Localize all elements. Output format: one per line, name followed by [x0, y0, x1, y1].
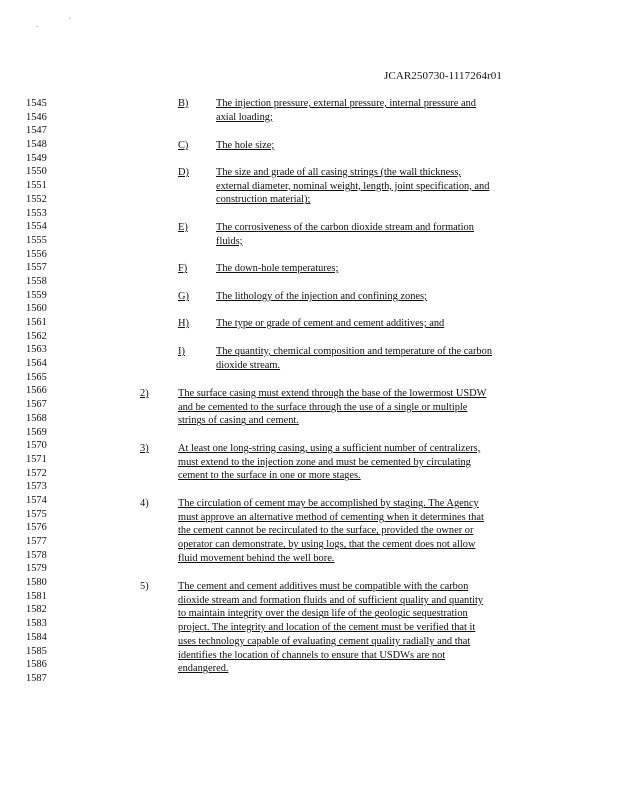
line-number: 1569 — [26, 426, 47, 438]
line-number: 1583 — [26, 618, 47, 630]
item-label: 2) — [140, 388, 149, 399]
line-number: 1573 — [26, 481, 47, 493]
item-label: D) — [178, 167, 189, 178]
line-number: 1566 — [26, 385, 47, 397]
line-number: 1567 — [26, 399, 47, 411]
item-label: 5) — [140, 581, 149, 592]
line-number: 1575 — [26, 508, 47, 520]
line-number: 1585 — [26, 645, 47, 657]
line-number: 1574 — [26, 494, 47, 506]
line-number: 1546 — [26, 111, 47, 123]
line-number: 1549 — [26, 152, 47, 164]
line-number: 1568 — [26, 412, 47, 424]
line-number: 1552 — [26, 193, 47, 205]
line-number: 1547 — [26, 125, 47, 137]
item-line: and be cemented to the surface through the use of a single or multiple — [178, 401, 468, 413]
item-label: 4) — [140, 498, 149, 509]
item-line: operator can demonstrate, by using logs, that the cement does not allow — [178, 539, 476, 551]
item-line: fluid movement behind the well bore. — [178, 552, 335, 564]
line-number: 1581 — [26, 590, 47, 602]
item-line: The down-hole temperatures; — [216, 263, 339, 274]
item-line: fluids; — [216, 235, 243, 247]
item-line: construction material); — [216, 194, 311, 206]
line-number: 1559 — [26, 289, 47, 301]
item-label: G) — [178, 291, 189, 302]
line-number: 1586 — [26, 659, 47, 671]
line-number: 1553 — [26, 207, 47, 219]
line-number: 1584 — [26, 631, 47, 643]
item-line: The hole size; — [216, 140, 275, 151]
item-line: The circulation of cement may be accomplished by staging. The Agency — [178, 498, 479, 509]
item-text — [216, 345, 521, 372]
item-line: strings of casing and cement. — [178, 415, 299, 427]
item-line: The lithology of the injection and confining zones; — [216, 291, 427, 302]
item-line: external diameter, nominal weight, length, joint specification, and — [216, 180, 490, 192]
line-number: 1545 — [26, 98, 47, 109]
item-line: cement to the surface in one or more stages. — [178, 470, 361, 482]
line-number: 1565 — [26, 371, 47, 383]
item-line: The size and grade of all casing strings (the wall thickness, — [216, 167, 461, 178]
item-label: E) — [178, 222, 188, 233]
item-line: identifies the location of channels to ensure that USDWs are not — [178, 649, 446, 661]
item-line: The quantity, chemical composition and temperature of the carbon — [216, 346, 493, 357]
line-number: 1562 — [26, 330, 47, 342]
line-number: 1578 — [26, 549, 47, 561]
line-number: 1557 — [26, 262, 47, 274]
item-line: The injection pressure, external pressure, internal pressure and — [216, 98, 476, 109]
item-label: H) — [178, 318, 189, 329]
line-number: 1576 — [26, 522, 47, 534]
item-text — [178, 497, 540, 566]
item-line: project. The integrity and location of the cement must be verified that it — [178, 622, 476, 634]
item-text — [178, 442, 540, 483]
item-line: axial loading; — [216, 111, 273, 123]
line-number: 1564 — [26, 358, 47, 370]
item-line: must approve an alternative method of cementing when it determines that — [178, 511, 484, 523]
line-number: 1572 — [26, 467, 47, 479]
item-line: At least one long-string casing, using a sufficient number of centralizers, — [178, 443, 481, 454]
scan-mark: . — [36, 20, 38, 29]
item-label: C) — [178, 140, 189, 151]
line-number: 1558 — [26, 275, 47, 287]
item-line: must extend to the injection zone and must be cemented by circulating — [178, 456, 471, 468]
line-number: 1550 — [26, 166, 47, 178]
item-line: to maintain integrity over the design life of the geologic sequestration — [178, 608, 468, 620]
line-number: 1577 — [26, 536, 47, 547]
item-line: The cement and cement additives must be compatible with the carbon — [178, 581, 469, 592]
line-number: 1587 — [26, 672, 47, 684]
item-text — [216, 290, 521, 304]
item-text — [216, 317, 521, 331]
line-number: 1561 — [26, 317, 47, 328]
item-line: dioxide stream and formation fluids and of sufficient quality and quantity — [178, 594, 484, 606]
line-number: 1580 — [26, 577, 47, 589]
item-line: The type or grade of cement and cement additives; and — [216, 318, 445, 329]
line-number: 1563 — [26, 344, 47, 356]
line-number-column — [26, 97, 56, 686]
item-label: F) — [178, 263, 188, 274]
item-label: B) — [178, 98, 189, 109]
line-number: 1556 — [26, 248, 47, 260]
document-id: JCAR250730-1117264r01 — [384, 70, 503, 82]
item-line: The surface casing must extend through the base of the lowermost USDW — [178, 388, 487, 399]
item-label: 3) — [140, 443, 149, 454]
line-number: 1579 — [26, 563, 47, 575]
line-number: 1548 — [26, 139, 47, 151]
item-line: endangered. — [178, 663, 229, 675]
item-line: the cement cannot be recirculated to the surface, provided the owner or — [178, 525, 474, 537]
item-line: dioxide stream. — [216, 359, 281, 371]
line-number: 1560 — [26, 303, 47, 315]
item-text — [178, 580, 540, 676]
item-line: uses technology capable of evaluating cement quality radially and that — [178, 635, 471, 647]
item-text — [178, 387, 540, 428]
item-text — [216, 166, 521, 207]
item-text — [216, 221, 521, 248]
line-number: 1582 — [26, 604, 47, 616]
line-number: 1555 — [26, 234, 47, 246]
item-label: I) — [178, 346, 185, 357]
item-line: The corrosiveness of the carbon dioxide stream and formation — [216, 222, 474, 233]
scan-mark: ' — [69, 16, 71, 25]
line-number: 1570 — [26, 440, 47, 452]
item-text — [216, 139, 521, 153]
line-number: 1554 — [26, 221, 47, 233]
line-number: 1551 — [26, 180, 47, 192]
line-number: 1571 — [26, 453, 47, 465]
item-text — [216, 97, 521, 124]
item-text — [216, 262, 521, 276]
